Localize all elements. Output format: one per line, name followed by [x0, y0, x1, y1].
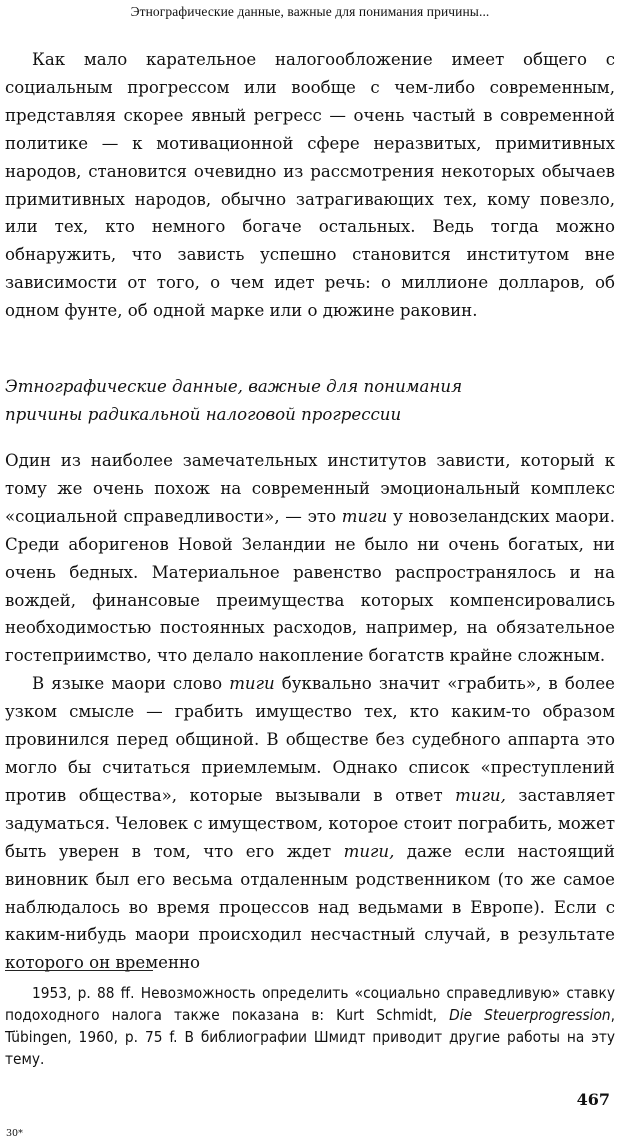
- footnote-cited-title: Die Steuerprogression: [449, 1006, 611, 1024]
- paragraph-3-text-d: даже если настоящий виновник был его весьма отдаленным родственником (то же самое наблюдалось во время процессов над ведьмами в Европе). Если с каким-нибудь маори происходил несчастный случай, в результате которого он временно: [5, 841, 615, 973]
- paragraph-3-text-a: В языке маори слово: [32, 674, 230, 694]
- page-number: 467: [576, 1090, 610, 1109]
- term-tigi: тиги: [341, 506, 388, 526]
- paragraph-3-text-b: буквально значит «грабить», в более узком смысле — грабить имущество тех, кто каким-то образом провинился перед общиной. В обществе без судебного аппарта это могло бы считаться приемлемым. Однако список «преступлений против общества», которые вызывали в ответ: [5, 674, 615, 805]
- term-tigi: тиги,: [455, 785, 506, 805]
- paragraph-2-text-b: у новозеландских маори. Среди аборигенов Новой Зеландии не было ни очень богатых, ни очень бедных. Материальное равенство распространялось и на вождей, финансовые преимущества которых компенсировались необходимостью постоянных расходов, например, на обязательное гостеприимство, что делало накопление богатств крайне сложным.: [5, 506, 615, 666]
- term-tigi: тиги,: [343, 841, 395, 861]
- paragraph-2: [5, 447, 615, 670]
- paragraph-block-1: [5, 46, 615, 325]
- term-tigi: тиги: [229, 674, 275, 694]
- paragraph-3-text-c: заставляет задуматься. Человек с имуществом, которое стоит пограбить, может быть уверен в том, что его ждет: [5, 785, 616, 861]
- footnote: [5, 982, 615, 1070]
- section-heading: [5, 373, 605, 429]
- footnote-text-b: , Tübingen, 1960, p. 75 f. В библиографии Шмидт приводит другие работы на эту тему.: [5, 1006, 615, 1068]
- section-heading-line-2: причины радикальной налоговой прогрессии: [5, 404, 402, 424]
- paragraph-1: Как мало карательное налогообложение имеет общего с социальным прогрессом или вообще с чем-либо современным, представляя скорее явный регресс — очень частый в современной политике — к мотивационной сфере неразвитых, примитивных народов, становится очевидно из рассмотрения некоторых обычаев примитивных народов, обычно затрагивающих тех, кому повезло, или тех, кто немного богаче остальных. Ведь тогда можно обнаружить, что зависть успешно становится институтом вне зависимости от того, о чем идет речь: о миллионе долларов, об одном фунте, об одной марке или о дюжине раковин.: [5, 50, 615, 321]
- footnote-text-a: 1953, p. 88 ff. Невозможность определить «социально справедливую» ставку подоходного налога также показана в: Kurt Schmidt,: [5, 984, 615, 1024]
- footnote-text: [5, 982, 615, 1070]
- section-heading-line-1: Этнографические данные, важные для понимания: [5, 377, 463, 396]
- running-head: Этнографические данные, важные для понимания причины...: [130, 4, 490, 19]
- paragraph-3: [5, 670, 615, 977]
- paragraph-2-text-a: Один из наиболее замечательных институтов зависти, который к тому же очень похож на современный эмоциональный комплекс «социальной справедливости», — это: [5, 451, 615, 526]
- paragraph-block-2: [5, 447, 615, 977]
- footnote-divider: [5, 970, 153, 971]
- signature-mark: 30*: [6, 1128, 23, 1139]
